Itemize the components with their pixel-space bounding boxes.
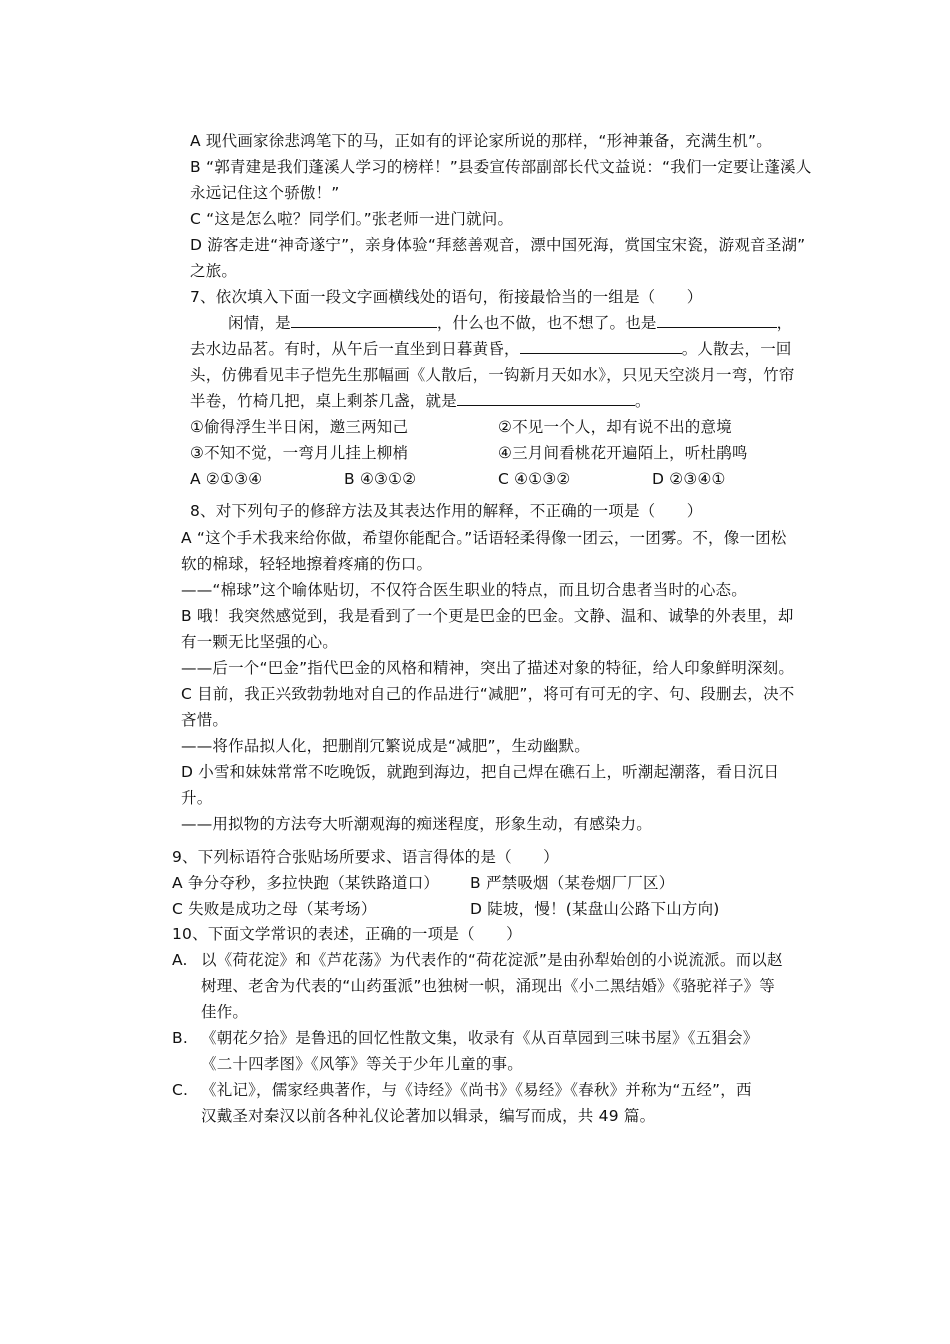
q7-paragraph-line4: 半卷，竹椅几把，桌上剩茶几盏，就是 。 bbox=[190, 392, 651, 410]
q10-option-c-label: C. bbox=[172, 1081, 189, 1099]
q8-option-b-line1: B 哦！我突然感觉到，我是看到了一个更是巴金的巴金。文静、温和、诚挚的外表里，却 bbox=[181, 607, 794, 625]
q6-option-c: C “这是怎么啦？同学们。”张老师一进门就问。 bbox=[190, 210, 514, 228]
q7-choice-d: D ②③④① bbox=[652, 470, 726, 488]
q9-option-b: B 严禁吸烟（某卷烟厂厂区） bbox=[470, 874, 675, 892]
q7-blank-3 bbox=[520, 339, 682, 354]
q7-paragraph-line1: 闲情，是 ，什么也不做，也不想了。也是 ， bbox=[228, 314, 793, 332]
q7-sentence-1: ①偷得浮生半日闲，邀三两知己 bbox=[190, 418, 409, 436]
q10-option-c-line1: 《礼记》，儒家经典著作，与《诗经》《尚书》《易经》《春秋》并称为“五经”，西 bbox=[201, 1081, 752, 1099]
q8-option-a-line2: 软的棉球，轻轻地擦着疼痛的伤口。 bbox=[181, 555, 433, 573]
q10-option-b-line1: 《朝花夕拾》是鲁迅的回忆性散文集，收录有《从百草园到三味书屋》《五猖会》 bbox=[201, 1029, 759, 1047]
q7-blank-2 bbox=[657, 313, 777, 328]
q6-option-b-line2: 永远记住这个骄傲！” bbox=[190, 184, 340, 202]
q7-choice-a: A ②①③④ bbox=[190, 470, 263, 488]
q10-option-a-line2: 树理、老舍为代表的“山药蛋派”也独树一帜，涌现出《小二黑结婚》《骆驼祥子》等 bbox=[201, 977, 775, 995]
q8-option-d-line2: 升。 bbox=[181, 789, 213, 807]
q7-sentence-3: ③不知不觉，一弯月儿挂上柳梢 bbox=[190, 444, 409, 462]
q7-paragraph-line3: 头，仿佛看见丰子恺先生那幅画《人散后，一钩新月天如水》，只见天空淡月一弯，竹帘 bbox=[190, 366, 795, 384]
q8-option-c-line2: 吝惜。 bbox=[181, 711, 229, 729]
q7-paragraph-line2: 去水边品茗。有时，从午后一直坐到日暮黄昏， 。人散去，一回 bbox=[190, 340, 792, 358]
q10-option-c-line2: 汉戴圣对秦汉以前各种礼仪论著加以辑录，编写而成，共 49 篇。 bbox=[201, 1107, 656, 1125]
q8-option-c-explanation: ——将作品拟人化，把删削冗繁说成是“减肥”，生动幽默。 bbox=[181, 737, 590, 755]
q7-blank-1 bbox=[291, 313, 437, 328]
q9-option-a: A 争分夺秒，多拉快跑（某铁路道口） bbox=[172, 874, 440, 892]
q10-option-a-line1: 以《荷花淀》和《芦花荡》为代表作的“荷花淀派”是由孙犁始创的小说流派。而以赵 bbox=[201, 951, 783, 969]
q10-option-b-line2: 《二十四孝图》《风筝》等关于少年儿童的事。 bbox=[201, 1055, 523, 1073]
q9-option-c: C 失败是成功之母（某考场） bbox=[172, 900, 377, 918]
q7-choice-c: C ④①③② bbox=[498, 470, 571, 488]
q8-option-c-line1: C 目前，我正兴致勃勃地对自己的作品进行“减肥”，将可有可无的字、句、段删去，决不 bbox=[181, 685, 795, 703]
q7-blank-4 bbox=[457, 391, 635, 406]
q7-stem: 7、依次填入下面一段文字画横线处的语句，衔接最恰当的一组是（ ） bbox=[190, 288, 703, 306]
q9-stem: 9、下列标语符合张贴场所要求、语言得体的是（ ） bbox=[172, 848, 559, 866]
q8-option-a-line1: A “这个手术我来给你做，希望你能配合。”话语轻柔得像一团云，一团雾。不，像一团松 bbox=[181, 529, 787, 547]
q10-option-a-line3: 佳作。 bbox=[201, 1003, 249, 1021]
q8-option-d-explanation: ——用拟物的方法夸大听潮观海的痴迷程度，形象生动，有感染力。 bbox=[181, 815, 653, 833]
q8-option-d-line1: D 小雪和妹妹常常不吃晚饭，就跑到海边，把自己焊在礁石上，听潮起潮落，看日沉日 bbox=[181, 763, 780, 781]
q7-sentence-4: ④三月间看桃花开遍陌上，听杜鹃鸣 bbox=[498, 444, 748, 462]
q8-option-b-line2: 有一颗无比坚强的心。 bbox=[181, 633, 339, 651]
q8-stem: 8、对下列句子的修辞方法及其表达作用的解释，不正确的一项是（ ） bbox=[190, 502, 703, 520]
q7-sentence-2: ②不见一个人，却有说不出的意境 bbox=[498, 418, 732, 436]
q6-option-d-line1: D 游客走进“神奇遂宁”，亲身体验“拜慈善观音，漂中国死海，赏国宝宋瓷，游观音圣湖” bbox=[190, 236, 806, 254]
q9-option-d: D 陡坡，慢！(某盘山公路下山方向) bbox=[470, 900, 720, 918]
q7-choice-b: B ④③①② bbox=[344, 470, 417, 488]
q10-stem: 10、下面文学常识的表述，正确的一项是（ ） bbox=[172, 925, 522, 943]
q6-option-a: A 现代画家徐悲鸿笔下的马，正如有的评论家所说的那样，“形神兼备，充满生机”。 bbox=[190, 132, 772, 150]
q6-option-b-line1: B “郭青建是我们蓬溪人学习的榜样！”县委宣传部副部长代文益说：“我们一定要让蓬溪人 bbox=[190, 158, 812, 176]
q8-option-b-explanation: ——后一个“巴金”指代巴金的风格和精神，突出了描述对象的特征，给人印象鲜明深刻。 bbox=[181, 659, 795, 677]
q6-option-d-line2: 之旅。 bbox=[190, 262, 238, 280]
q8-option-a-explanation: ——“棉球”这个喻体贴切，不仅符合医生职业的特点，而且切合患者当时的心态。 bbox=[181, 581, 747, 599]
q10-option-b-label: B. bbox=[172, 1029, 188, 1047]
q10-option-a-label: A. bbox=[172, 951, 188, 969]
